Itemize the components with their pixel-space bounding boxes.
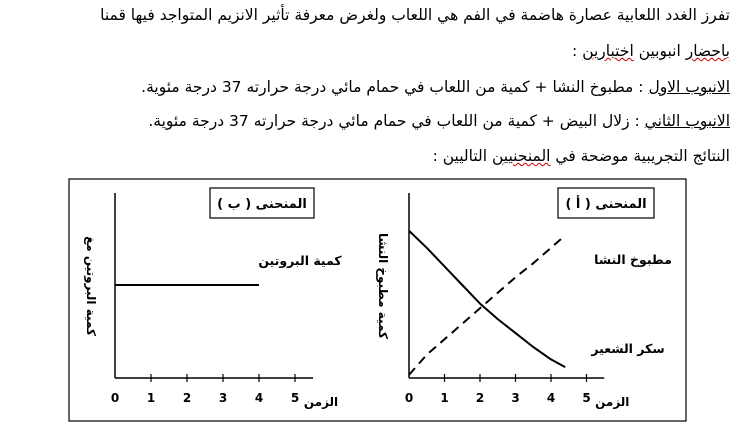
- intro-word-bring: باحضار: [685, 42, 730, 60]
- figure: [68, 178, 688, 423]
- chart-b-x-tick-label-1: 1: [146, 391, 156, 405]
- chart-b-series-0-label: كمية البروتين: [258, 253, 342, 268]
- chart-b-x-axis-label: الزمن: [303, 395, 339, 409]
- chart-a-x-tick-label-2: 2: [475, 391, 485, 405]
- tube1-label: الانبوب الاول: [648, 78, 730, 96]
- tube2-text: : زلال البيض + كمية من اللعاب في حمام مائي درجة حرارته 37 درجة مئوية.: [148, 112, 645, 130]
- chart-a-series-0-line: [409, 231, 565, 367]
- chart-a-x-tick-label-5: 5: [582, 391, 591, 405]
- intro-word-test: اختبارين: [582, 42, 634, 60]
- chart-b-x-tick-label-3: 3: [218, 391, 228, 405]
- intro-line-1: [100, 4, 730, 26]
- chart-b-title: المنحنى ( ب ): [217, 197, 307, 212]
- results-text-a: النتائج التجريبية موضحة في: [550, 147, 730, 165]
- chart-b-x-tick-label-0: 0: [110, 391, 120, 405]
- tube2-label: الانبوب الثاني: [644, 112, 730, 130]
- results-text-b: المنحنيين: [491, 147, 551, 165]
- chart-a-series-1-label: سكر الشعير: [591, 341, 665, 356]
- tube1-line: [141, 76, 730, 98]
- chart-b: [83, 188, 342, 409]
- chart-a-x-tick-label-4: 4: [546, 391, 556, 405]
- tube1-text: : مطبوخ النشا + كمية من اللعاب في حمام مائي درجة حرارته 37 درجة مئوية.: [141, 78, 649, 96]
- chart-a-x-tick-label-1: 1: [440, 391, 449, 405]
- chart-a-title: المنحنى ( أ ): [565, 197, 647, 212]
- intro-text-1: تفرز الغدد اللعابية عصارة هاضمة في الفم هي اللعاب ولغرض معرفة تأثير الانزيم المتواجد فيها قمنا: [100, 6, 730, 24]
- chart-a-x-tick-label-0: 0: [404, 391, 414, 405]
- chart-b-y-axis-label: كمية البروتين مغ: [84, 236, 98, 336]
- chart-a-x-tick-label-3: 3: [511, 391, 520, 405]
- intro-word-tubes: انبوبين: [633, 42, 686, 60]
- chart-b-x-tick-label-2: 2: [182, 391, 192, 405]
- results-text-c: التاليين :: [432, 147, 492, 165]
- tube2-line: [148, 110, 730, 132]
- chart-a-y-axis-label: كمية مطبوخ النشا: [376, 233, 390, 339]
- chart-a-series-0-label: مطبوخ النشا: [594, 252, 672, 267]
- chart-a: [375, 188, 672, 409]
- chart-b-x-tick-label-5: 5: [290, 391, 300, 405]
- chart-a-x-axis-label: الزمن: [595, 395, 630, 409]
- intro-colon: :: [572, 42, 583, 60]
- intro-line-2: [572, 40, 730, 62]
- chart-b-x-tick-label-4: 4: [254, 391, 264, 405]
- results-line: [433, 145, 730, 167]
